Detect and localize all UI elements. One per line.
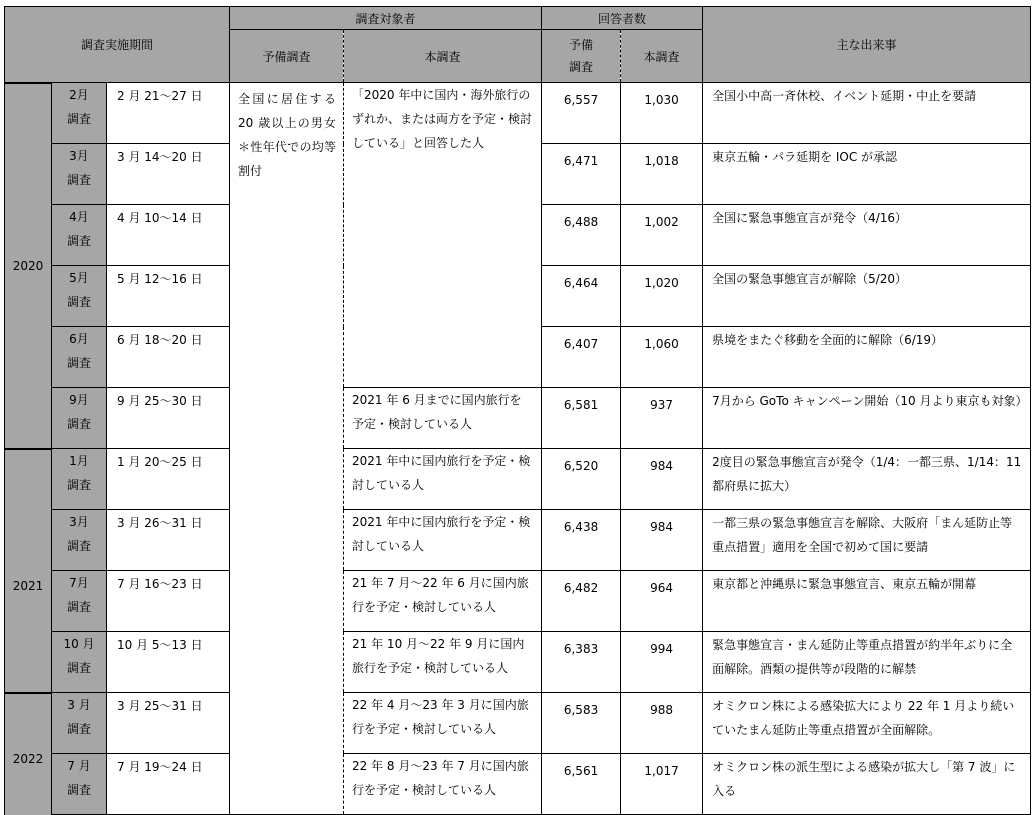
month-cell: 2月 調査 — [52, 83, 107, 144]
header-resp-prelim — [542, 30, 621, 83]
period-cell: 6 月 18～20 日 — [107, 327, 230, 388]
prelim-count: 6,482 — [542, 571, 621, 632]
event-cell: 一都三県の緊急事態宣言を解除、大阪府「まん延防止等重点措置」適用を全国で初めて国に要請 — [703, 510, 1031, 571]
month-cell: 7 月 調査 — [52, 754, 107, 815]
survey-table — [4, 6, 1031, 815]
period-cell: 2 月 21～27 日 — [107, 83, 230, 144]
prelim-count: 6,471 — [542, 144, 621, 205]
main-count: 937 — [621, 388, 703, 449]
main-target-cell: 22 年 4 月～23 年 3 月に国内旅行を予定・検討している人 — [344, 693, 542, 754]
main-count: 964 — [621, 571, 703, 632]
main-count: 994 — [621, 632, 703, 693]
table-row — [5, 449, 1031, 510]
header-target-group: 調査対象者 — [230, 7, 542, 30]
prelim-count: 6,520 — [542, 449, 621, 510]
header-resp-prelim-line2: 調査 — [569, 60, 594, 74]
prelim-count: 6,557 — [542, 83, 621, 144]
main-target-cell: 「2020 年中に国内・海外旅行のずれか、または両方を予定・検討している」と回答した人 — [344, 83, 542, 388]
main-target-cell: 2021 年中に国内旅行を予定・検討している人 — [344, 449, 542, 510]
table-row — [5, 693, 1031, 754]
main-count: 1,030 — [621, 83, 703, 144]
month-cell: 6月 調査 — [52, 327, 107, 388]
event-cell: 全国の緊急事態宣言が解除（5/20） — [703, 266, 1031, 327]
period-cell: 7 月 19～24 日 — [107, 754, 230, 815]
main-target-cell: 21 年 7 月～22 年 6 月に国内旅行を予定・検討している人 — [344, 571, 542, 632]
main-target-cell: 21 年 10 月～22 年 9 月に国内旅行を予定・検討している人 — [344, 632, 542, 693]
prelim-count: 6,488 — [542, 205, 621, 266]
month-cell: 1月 調査 — [52, 449, 107, 510]
header-resp-prelim-line1: 予備 — [569, 38, 594, 52]
event-cell: 2度目の緊急事態宣言が発令（1/4：一都三県、1/14：11 都府県に拡大） — [703, 449, 1031, 510]
main-count: 988 — [621, 693, 703, 754]
period-cell: 3 月 26～31 日 — [107, 510, 230, 571]
table-row — [5, 754, 1031, 815]
month-cell: 4月 調査 — [52, 205, 107, 266]
year-cell: 2021 — [5, 449, 52, 693]
header-target-prelim: 予備調査 — [230, 30, 344, 83]
header-target-main: 本調査 — [344, 30, 542, 83]
table-row — [5, 510, 1031, 571]
period-cell: 9 月 25～30 日 — [107, 388, 230, 449]
main-count: 1,018 — [621, 144, 703, 205]
main-count: 1,002 — [621, 205, 703, 266]
main-count: 984 — [621, 449, 703, 510]
main-count: 1,020 — [621, 266, 703, 327]
prelim-target-cell: 全国に居住する 20 歳以上の男女 ＊性年代での均等割付 — [230, 83, 344, 815]
main-count: 1,060 — [621, 327, 703, 388]
period-cell: 1 月 20～25 日 — [107, 449, 230, 510]
header-resp-main: 本調査 — [621, 30, 703, 83]
period-cell: 4 月 10～14 日 — [107, 205, 230, 266]
header-respondents-group: 回答者数 — [542, 7, 703, 30]
prelim-count: 6,561 — [542, 754, 621, 815]
event-cell: 東京都と沖縄県に緊急事態宣言、東京五輪が開幕 — [703, 571, 1031, 632]
main-target-cell: 2021 年 6 月までに国内旅行を予定・検討している人 — [344, 388, 542, 449]
table-row — [5, 388, 1031, 449]
prelim-count: 6,383 — [542, 632, 621, 693]
month-cell: 3月 調査 — [52, 144, 107, 205]
event-cell: 県境をまたぐ移動を全面的に解除（6/19） — [703, 327, 1031, 388]
prelim-count: 6,581 — [542, 388, 621, 449]
prelim-count: 6,407 — [542, 327, 621, 388]
prelim-count: 6,583 — [542, 693, 621, 754]
month-cell: 5月 調査 — [52, 266, 107, 327]
event-cell: 7月から GoTo キャンペーン開始（10 月より東京も対象） — [703, 388, 1031, 449]
event-cell: 東京五輪・パラ延期を IOC が承認 — [703, 144, 1031, 205]
main-target-cell: 22 年 8 月～23 年 7 月に国内旅行を予定・検討している人 — [344, 754, 542, 815]
header-period: 調査実施期間 — [5, 7, 230, 83]
header-events: 主な出来事 — [703, 7, 1031, 83]
prelim-count: 6,438 — [542, 510, 621, 571]
year-cell: 2022 — [5, 693, 52, 815]
prelim-count: 6,464 — [542, 266, 621, 327]
period-cell: 7 月 16～23 日 — [107, 571, 230, 632]
event-cell: 全国小中高一斉休校、イベント延期・中止を要請 — [703, 83, 1031, 144]
main-count: 984 — [621, 510, 703, 571]
month-cell: 7月 調査 — [52, 571, 107, 632]
event-cell: 全国に緊急事態宣言が発令（4/16） — [703, 205, 1031, 266]
event-cell: 緊急事態宣言・まん延防止等重点措置が約半年ぶりに全面解除。酒類の提供等が段階的に解禁 — [703, 632, 1031, 693]
month-cell: 3 月 調査 — [52, 693, 107, 754]
period-cell: 3 月 25～31 日 — [107, 693, 230, 754]
table-row — [5, 83, 1031, 144]
event-cell: オミクロン株による感染拡大により 22 年 1 月より続いていたまん延防止等重点措置が全面解除。 — [703, 693, 1031, 754]
period-cell: 10 月 5～13 日 — [107, 632, 230, 693]
month-cell: 3月 調査 — [52, 510, 107, 571]
table-row — [5, 571, 1031, 632]
table-row — [5, 632, 1031, 693]
event-cell: オミクロン株の派生型による感染が拡大し「第 7 波」に入る — [703, 754, 1031, 815]
main-count: 1,017 — [621, 754, 703, 815]
year-cell: 2020 — [5, 83, 52, 449]
month-cell: 9月 調査 — [52, 388, 107, 449]
period-cell: 5 月 12～16 日 — [107, 266, 230, 327]
main-target-cell: 2021 年中に国内旅行を予定・検討している人 — [344, 510, 542, 571]
month-cell: 10 月 調査 — [52, 632, 107, 693]
period-cell: 3 月 14～20 日 — [107, 144, 230, 205]
